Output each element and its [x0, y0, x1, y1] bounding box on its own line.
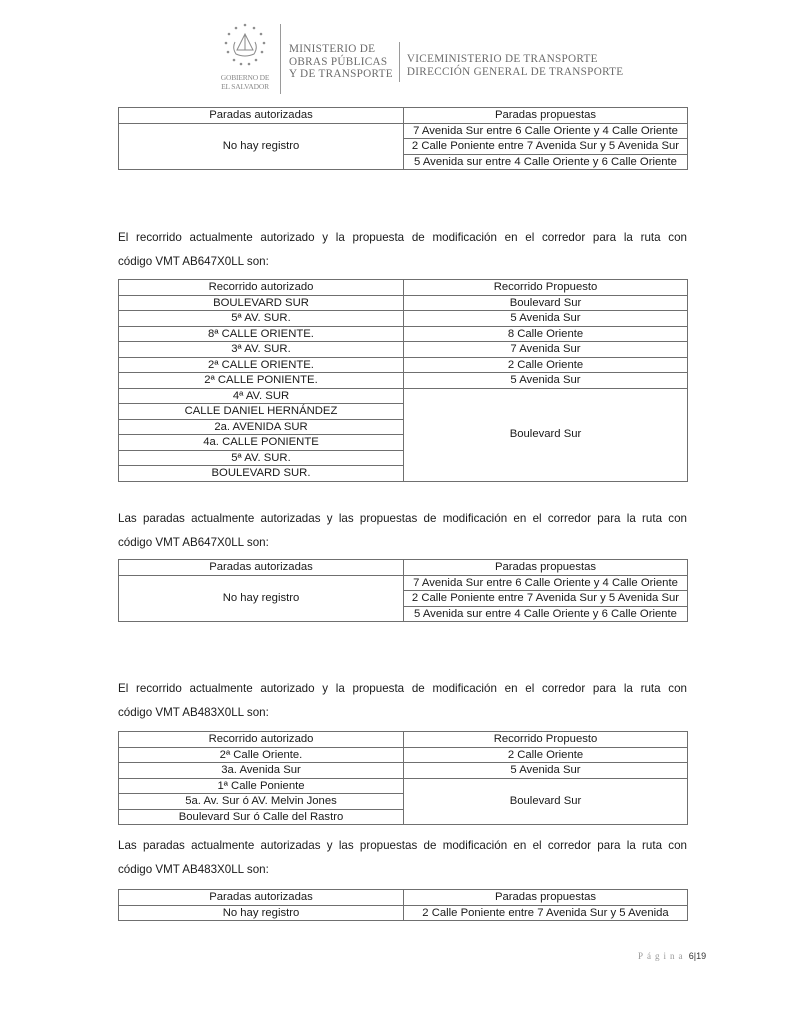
table-cell: No hay registro — [119, 123, 404, 170]
page-number: Página 6|19 — [638, 951, 707, 961]
table-header-row — [119, 280, 688, 296]
table-cell: 2 Calle Poniente entre 7 Avenida Sur y 5 Avenida — [404, 905, 688, 921]
table-row — [119, 905, 688, 921]
table-row — [119, 311, 688, 327]
table-cell: 5a. Av. Sur ó AV. Melvin Jones — [119, 794, 404, 810]
table-header-row — [119, 560, 688, 576]
table-cell: BOULEVARD SUR — [119, 295, 404, 311]
header-divider — [399, 42, 400, 82]
table-row — [119, 342, 688, 358]
table-cell: 5ª AV. SUR. — [119, 450, 404, 466]
table-cell: 2a. AVENIDA SUR — [119, 419, 404, 435]
table-row — [119, 357, 688, 373]
table-row — [119, 747, 688, 763]
table-cell: 5 Avenida Sur — [404, 311, 688, 327]
table-cell: 2ª CALLE PONIENTE. — [119, 373, 404, 389]
column-header: Paradas autorizadas — [119, 890, 404, 906]
table-header-row — [119, 890, 688, 906]
header-divider — [280, 24, 281, 94]
column-header: Paradas propuestas — [404, 890, 688, 906]
table-cell: 4ª AV. SUR — [119, 388, 404, 404]
column-header: Paradas autorizadas — [119, 108, 404, 124]
table-cell: 7 Avenida Sur entre 6 Calle Oriente y 4 Calle Oriente — [404, 123, 688, 139]
column-header: Paradas propuestas — [404, 560, 688, 576]
table-cell: No hay registro — [119, 575, 404, 622]
column-header: Recorrido autorizado — [119, 732, 404, 748]
route-table-ab647 — [118, 279, 688, 482]
table-cell: Boulevard Sur — [404, 388, 688, 481]
table-row — [119, 388, 688, 404]
government-name: GOBIERNO DE EL SALVADOR — [220, 73, 270, 91]
table-cell: 4a. CALLE PONIENTE — [119, 435, 404, 451]
table-cell: Boulevard Sur — [404, 295, 688, 311]
table-cell: 2ª Calle Oriente. — [119, 747, 404, 763]
table-cell: 5 Avenida Sur — [404, 763, 688, 779]
stops-table-ab647-repeat — [118, 559, 688, 622]
stops-table-ab647 — [118, 107, 688, 170]
paragraph: El recorrido actualmente autorizado y la propuesta de modificación en el corredor para la ruta con código VMT AB647X0LL son: — [118, 231, 687, 268]
route-table-ab483 — [118, 731, 688, 825]
column-header: Paradas propuestas — [404, 108, 688, 124]
table-row — [119, 575, 688, 591]
table-cell: BOULEVARD SUR. — [119, 466, 404, 482]
government-emblem — [214, 22, 276, 96]
ministry-name: MINISTERIO DE OBRAS PÚBLICAS Y DE TRANSPORTE — [289, 43, 393, 80]
table-cell: 1ª Calle Poniente — [119, 778, 404, 794]
column-header: Recorrido Propuesto — [404, 732, 688, 748]
table-cell: 5 Avenida Sur — [404, 373, 688, 389]
paragraph: Las paradas actualmente autorizadas y las propuestas de modificación en el corredor para la ruta con código VMT AB647X0LL son: — [118, 512, 687, 549]
column-header: Recorrido autorizado — [119, 280, 404, 296]
column-header: Recorrido Propuesto — [404, 280, 688, 296]
coat-of-arms-icon — [222, 22, 268, 72]
table-cell: 7 Avenida Sur entre 6 Calle Oriente y 4 Calle Oriente — [404, 575, 688, 591]
table-cell: 2ª CALLE ORIENTE. — [119, 357, 404, 373]
table-cell: 2 Calle Oriente — [404, 747, 688, 763]
document-header — [214, 22, 623, 98]
paragraph: El recorrido actualmente autorizado y la propuesta de modificación en el corredor para la ruta con código VMT AB483X0LL son: — [118, 682, 687, 719]
paragraph: Las paradas actualmente autorizadas y las propuestas de modificación en el corredor para la ruta con código VMT AB483X0LL son: — [118, 839, 687, 876]
table-row — [119, 373, 688, 389]
table-header-row — [119, 732, 688, 748]
table-cell: 8ª CALLE ORIENTE. — [119, 326, 404, 342]
table-row — [119, 763, 688, 779]
table-row — [119, 778, 688, 794]
table-row — [119, 326, 688, 342]
table-cell: 3ª AV. SUR. — [119, 342, 404, 358]
vice-ministry-name: VICEMINISTERIO DE TRANSPORTE DIRECCIÓN GENERAL DE TRANSPORTE — [406, 53, 624, 78]
table-row — [119, 123, 688, 139]
table-cell: Boulevard Sur — [404, 778, 688, 825]
table-cell: 2 Calle Poniente entre 7 Avenida Sur y 5 Avenida Sur — [404, 591, 688, 607]
table-cell: CALLE DANIEL HERNÁNDEZ — [119, 404, 404, 420]
column-header: Paradas autorizadas — [119, 560, 404, 576]
table-header-row — [119, 108, 688, 124]
table-cell: 7 Avenida Sur — [404, 342, 688, 358]
table-cell: 8 Calle Oriente — [404, 326, 688, 342]
table-cell: 2 Calle Poniente entre 7 Avenida Sur y 5 Avenida Sur — [404, 139, 688, 155]
stops-table-ab483 — [118, 889, 688, 921]
table-cell: 3a. Avenida Sur — [119, 763, 404, 779]
table-cell: 5ª AV. SUR. — [119, 311, 404, 327]
table-cell: 5 Avenida sur entre 4 Calle Oriente y 6 Calle Oriente — [404, 154, 688, 170]
table-cell: 2 Calle Oriente — [404, 357, 688, 373]
table-cell: Boulevard Sur ó Calle del Rastro — [119, 809, 404, 825]
table-cell: No hay registro — [119, 905, 404, 921]
table-row — [119, 295, 688, 311]
table-cell: 5 Avenida sur entre 4 Calle Oriente y 6 Calle Oriente — [404, 606, 688, 622]
